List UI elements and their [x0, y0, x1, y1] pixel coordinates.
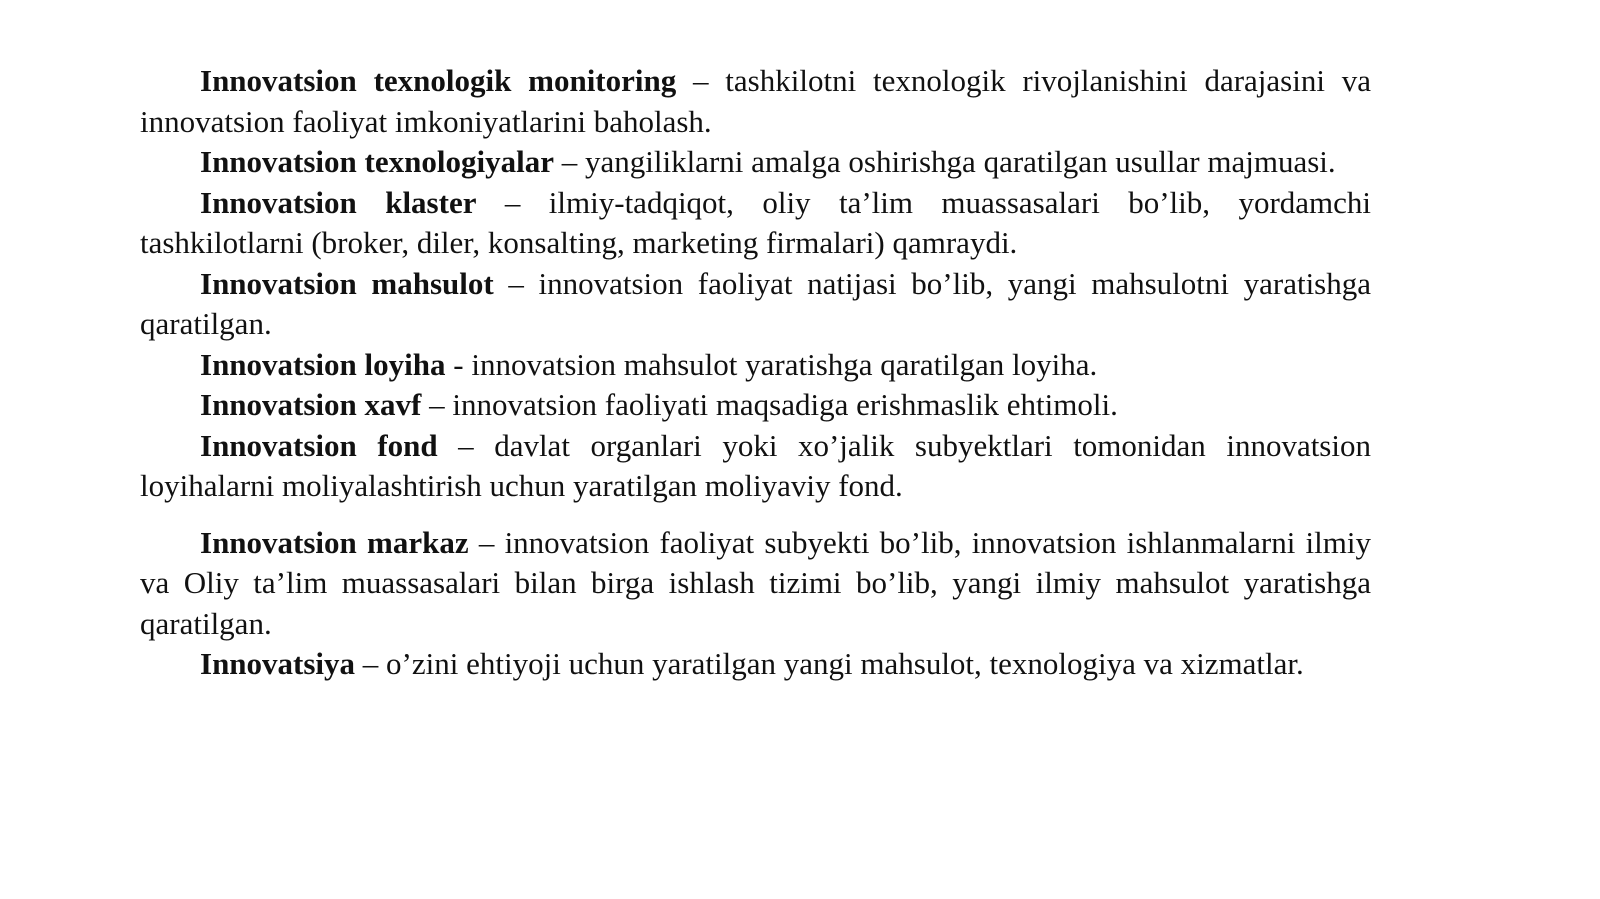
definition-term: Innovatsion xavf	[200, 387, 422, 422]
definition-text: – yangiliklarni amalga oshirishga qaratilgan usullar majmuasi.	[553, 144, 1336, 179]
definition-text: – ilmiy-tadqiqot, oliy ta’lim muassasalari bo’lib, yordamchi tashkilotlarni (broker, diler, konsalting, marketing firmalari) qamraydi.	[140, 184, 1372, 260]
definition-term: Innovatsion texnologiyalar	[200, 144, 554, 179]
definition-paragraph	[140, 61, 1371, 142]
definition-paragraph	[140, 385, 1371, 426]
definition-text: – innovatsion faoliyati maqsadiga erishmaslik ehtimoli.	[421, 387, 1118, 422]
definition-text: – davlat organlari yoki xo’jalik subyektlari tomonidan innovatsion loyihalarni moliyalashtirish uchun yaratilgan moliyaviy fond.	[140, 427, 1371, 503]
definition-text: – tashkilotni texnologik rivojlanishini darajasini va innovatsion faoliyat imkoniyatlarini baholash.	[140, 63, 1371, 139]
definition-term: Innovatsion fond	[200, 427, 438, 463]
definition-text: - innovatsion mahsulot yaratishga qaratilgan loyiha.	[445, 346, 1098, 382]
definition-term: Innovatsion klaster	[200, 184, 477, 220]
definition-term: Innovatsion loyiha	[200, 346, 446, 382]
definition-text: – o’zini ehtiyoji uchun yaratilgan yangi mahsulot, texnologiya va xizmatlar.	[355, 646, 1304, 681]
definition-text: – innovatsion faoliyat natijasi bo’lib, yangi mahsulotni yaratishga qaratilgan.	[140, 265, 1372, 341]
definition-paragraph	[140, 644, 1371, 685]
definition-paragraph	[140, 523, 1371, 645]
definition-paragraph	[140, 426, 1371, 507]
definition-paragraph	[140, 142, 1371, 183]
definition-paragraph	[140, 345, 1371, 386]
definition-paragraph	[140, 183, 1371, 264]
definition-paragraph	[140, 264, 1371, 345]
definitions-list	[140, 61, 1371, 685]
definition-term: Innovatsion markaz	[200, 524, 469, 560]
definition-term: Innovatsion texnologik monitoring	[200, 63, 677, 98]
definition-text: – innovatsion faoliyat subyekti bo’lib, innovatsion ishlanmalarni ilmiy va Oliy ta’lim muassasalari bilan birga ishlash tizimi bo’lib, yangi ilmiy mahsulot yaratishga qaratilgan.	[140, 524, 1372, 641]
definition-term: Innovatsiya	[200, 646, 356, 681]
definition-term: Innovatsion mahsulot	[200, 265, 494, 301]
